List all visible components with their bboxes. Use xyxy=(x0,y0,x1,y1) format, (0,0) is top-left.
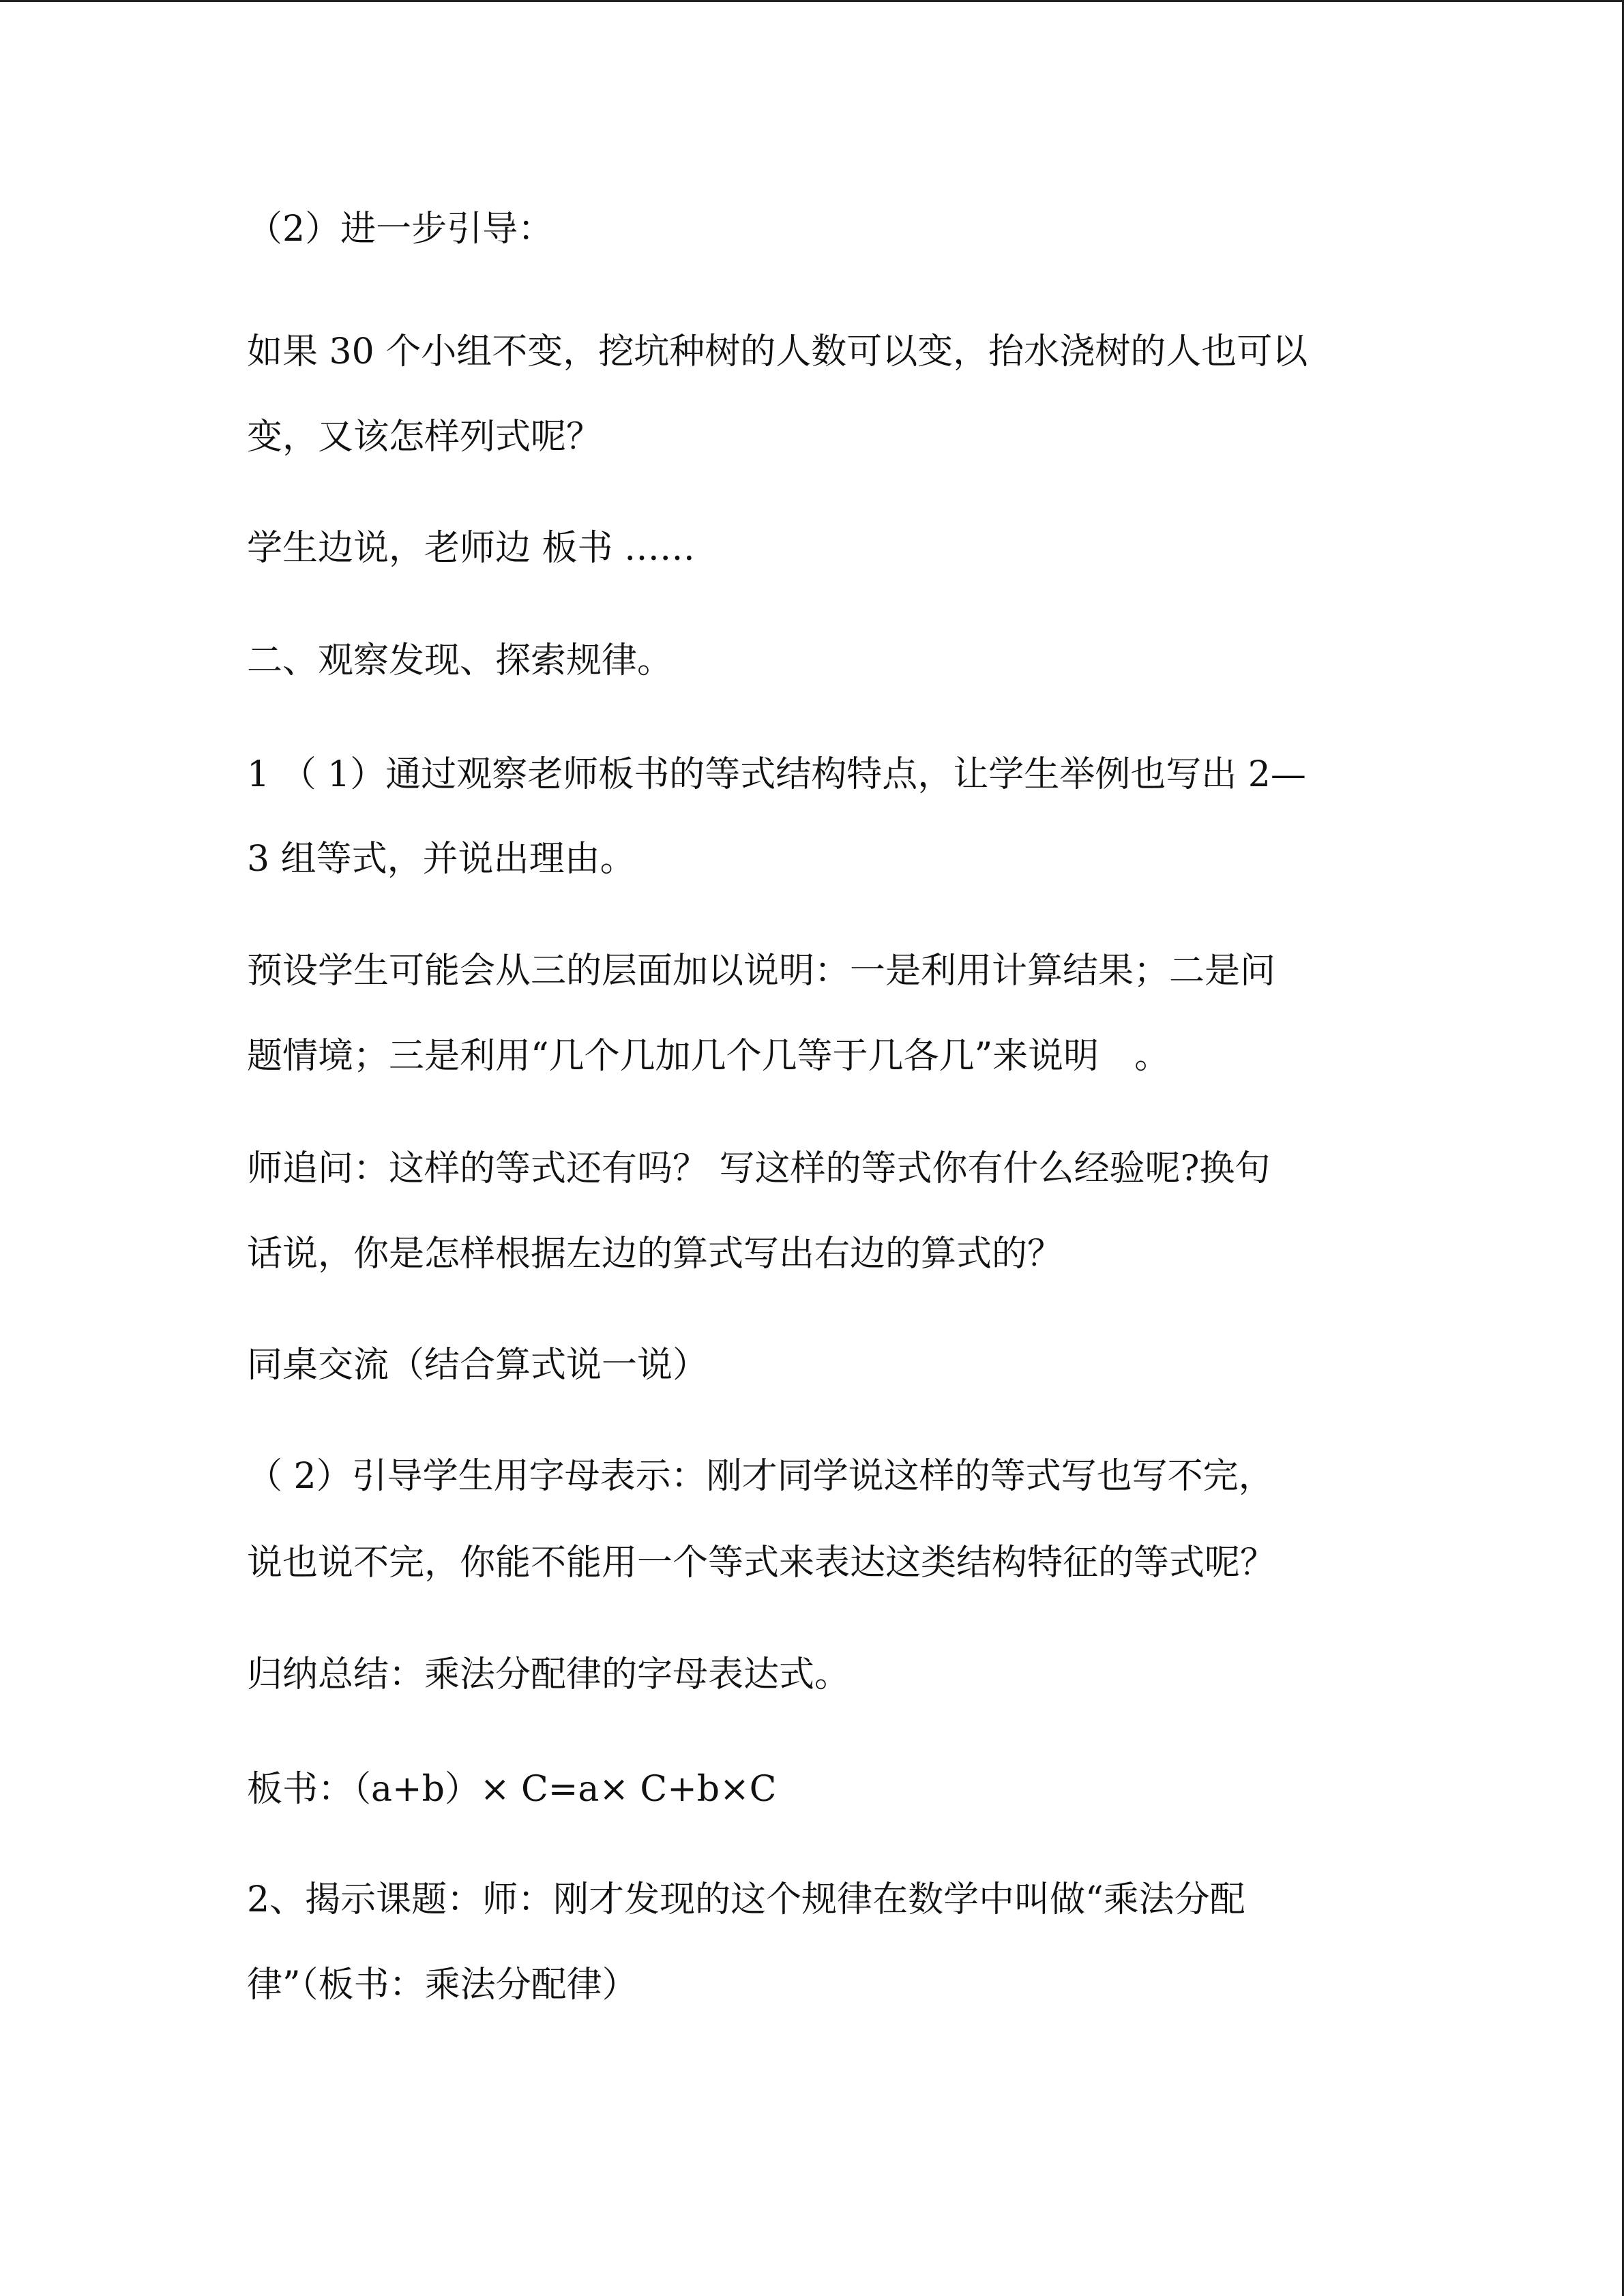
text-line-8: 预设学生可能会从三的层面加以说明：一是利用计算结果；二是问 xyxy=(247,951,1276,992)
text-line-6: 1 （ 1）通过观察老师板书的等式结构特点，让学生举例也写出 2— xyxy=(247,754,1306,795)
text-line-9: 题情境；三是利用“几个几加几个几等于几各几”来说明 。 xyxy=(247,1036,1170,1077)
text-line-7: 3 组等式，并说出理由。 xyxy=(247,839,636,880)
section-heading: 二、观察发现、探索规律。 xyxy=(247,640,673,681)
text-line-17: 2、揭示课题：师：刚才发现的这个规律在数学中叫做“乘法分配 xyxy=(247,1879,1245,1920)
text-line-4: 学生边说，老师边 板书 …… xyxy=(247,528,696,569)
text-line-14: 说也说不完，你能不能用一个等式来表达这类结构特征的等式呢？ xyxy=(247,1542,1276,1583)
text-line-11: 话说，你是怎样根据左边的算式写出右边的算式的？ xyxy=(247,1234,1063,1274)
text-line-15: 归纳总结：乘法分配律的字母表达式。 xyxy=(247,1654,851,1695)
text-line-18: 律”（板书：乘法分配律） xyxy=(247,1965,638,2006)
page-border-top xyxy=(0,0,1624,2)
text-line-12: 同桌交流（结合算式说一说） xyxy=(247,1345,709,1386)
text-line-1: （2）进一步引导： xyxy=(247,209,554,250)
text-line-2: 如果 30 个小组不变，挖坑种树的人数可以变，抬水浇树的人也可以 xyxy=(247,331,1308,372)
text-line-10: 师追问：这样的等式还有吗？ 写这样的等式你有什么经验呢?换句 xyxy=(247,1148,1271,1189)
text-line-13: （ 2）引导学生用字母表示：刚才同学说这样的等式写也写不完， xyxy=(247,1456,1274,1497)
formula-line: 板书：（a+b）× C=a× C+b×C xyxy=(247,1769,777,1810)
text-line-3: 变，又该怎样列式呢？ xyxy=(247,417,602,458)
